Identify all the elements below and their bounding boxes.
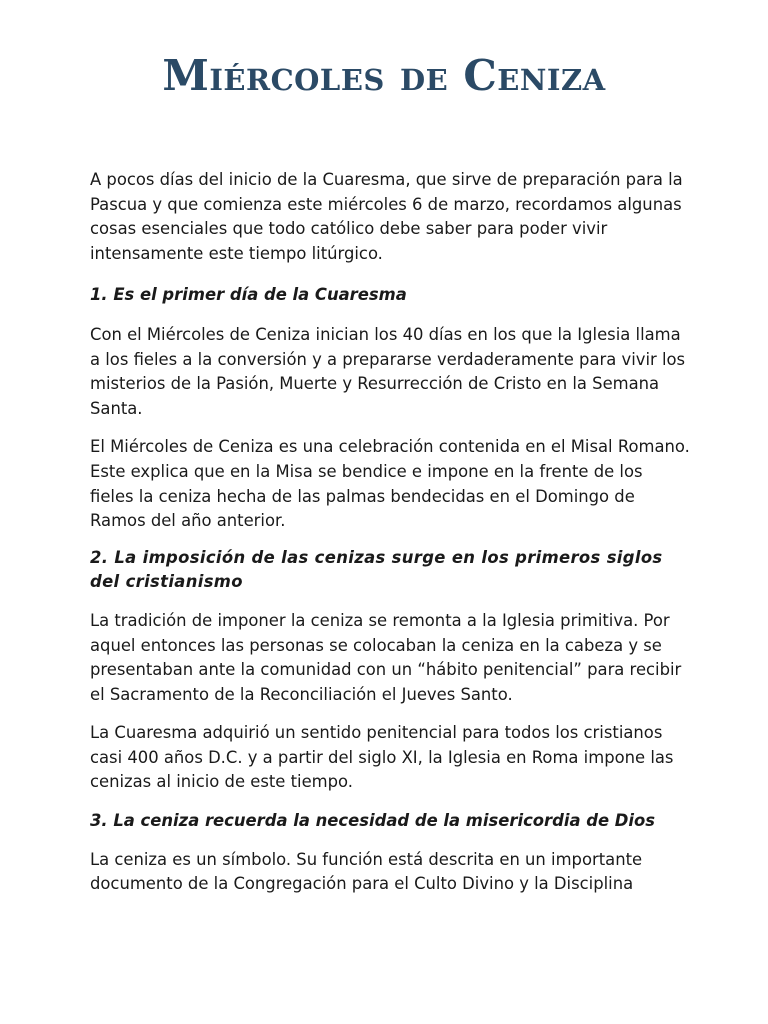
intro-paragraph: A pocos días del inicio de la Cuaresma, que sirve de preparación para la Pascua y que comienza este miércoles 6 de marzo, recordamos algunas cosas esenciales que todo católico debe saber para poder vivir intensamente este tiempo litúrgico. <box>90 170 683 263</box>
section-heading-3: 3. La ceniza recuerda la necesidad de la misericordia de Dios <box>90 811 656 831</box>
page-title: Miércoles de Ceniza <box>162 51 606 100</box>
section-heading-1: 1. Es el primer día de la Cuaresma <box>90 285 407 305</box>
section-1-paragraph-2: El Miércoles de Ceniza es una celebración contenida en el Misal Romano. Este explica que en la Misa se bendice e impone en la frente de los fieles la ceniza hecha de las palmas bendecidas en el Domingo de Ramos del año anterior. <box>90 437 690 531</box>
document-body <box>90 168 690 911</box>
section-2-paragraph-1: La tradición de imponer la ceniza se remonta a la Iglesia primitiva. Por aquel entonces las personas se colocaban la ceniza en la cabeza y se presentaban ante la comunidad con un “hábito penitencial” para recibir el Sacramento de la Reconciliación el Jueves Santo. <box>90 610 682 704</box>
section-heading-2: 2. La imposición de las cenizas surge en los primeros siglos del cristianismo <box>90 547 663 592</box>
section-3-paragraph-1: La ceniza es un símbolo. Su función está descrita en un importante documento de la Congregación para el Culto Divino y la Disciplina <box>90 849 643 894</box>
section-2-paragraph-2: La Cuaresma adquirió un sentido penitencial para todos los cristianos casi 400 años D.C. y a partir del siglo XI, la Iglesia en Roma impone las cenizas al inicio de este tiempo. <box>90 723 674 792</box>
section-1-paragraph-1: Con el Miércoles de Ceniza inician los 40 días en los que la Iglesia llama a los fieles a la conversión y a prepararse verdaderamente para vivir los misterios de la Pasión, Muerte y Resurrección de Cristo en la Semana Santa. <box>90 324 686 418</box>
